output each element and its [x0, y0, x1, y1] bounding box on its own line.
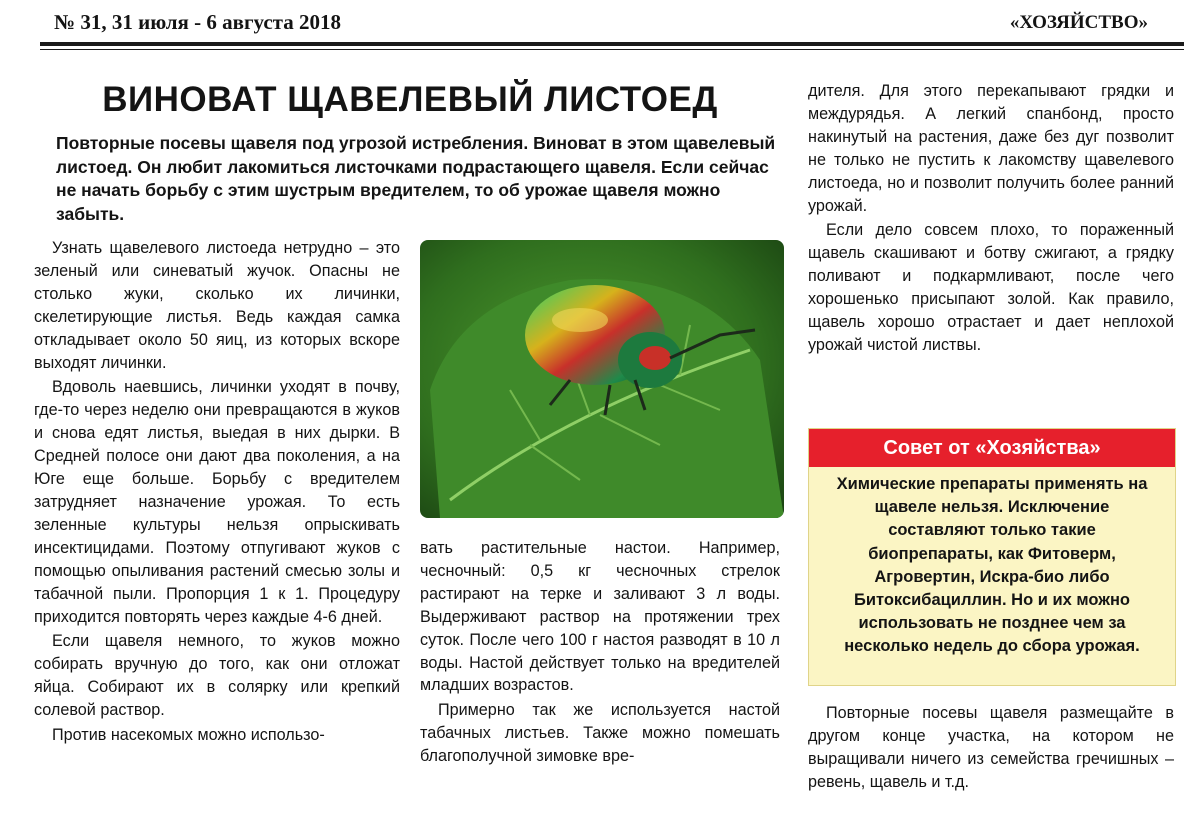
tip-box: [808, 428, 1176, 686]
paragraph: Против насекомых можно использо-: [52, 726, 325, 745]
paragraph: Если дело совсем плохо, то пораженный щавель скашивают и ботву сжигают, а грядку поливают и подкармливают, после чего хорошенько присыпают золой. Как правило, щавель хорошо отрастает и дает неплохой урожай чистой листвы.: [808, 221, 1174, 354]
article-title: ВИНОВАТ ЩАВЕЛЕВЫЙ ЛИСТОЕД: [102, 80, 718, 119]
paragraph: Повторные посевы щавеля размещайте в другом конце участка, на котором не выращивали ничего из семейства гречишных – ревень, щавель и т.д.: [808, 704, 1174, 791]
paragraph: Узнать щавелевого листоеда нетрудно – это зеленый или синеватый жучок. Опасны не столько жуки, сколько их личинки, скелетирующие листья. Ведь каждая самка откладывает около 50 яиц, из которых вскоре выходят личинки.: [34, 239, 400, 372]
masthead: [40, 6, 1184, 46]
paragraph: Примерно так же используется настой табачных листьев. Также можно помешать благополучной зимовке вре-: [420, 701, 780, 766]
paragraph: вать растительные настои. Например, чесночный: 0,5 кг чесночных стрелок растирают на терке и заливают 3 л воды. Выдерживают раствор на протяжении трех суток. После чего 100 г настоя разводят в 10 л воды. Настой действует только на вредителей младших возрастов.: [420, 539, 780, 695]
article-column-2: [420, 537, 780, 770]
article-column-4: [808, 702, 1174, 796]
paragraph: дителя. Для этого перекапывают грядки и междурядья. А легкий спанбонд, просто накинутый на растения, даже без дуг позволит не только не пустить к лакомству щавелевого листоеда, но и позволит получить более ранний урожай.: [808, 82, 1174, 215]
article-column-3: [808, 80, 1174, 359]
tip-body: Химические препараты применять на щавеле нельзя. Исключение составляют только такие биопрепараты, как Фитоверм, Агровертин, Искра-био либо Битоксибациллин. Но и их можно использовать не позднее чем за несколько недель до сбора урожая.: [836, 475, 1148, 656]
issue-date: № 31, 31 июля - 6 августа 2018: [54, 10, 341, 34]
paragraph: Если щавеля немного, то жуков можно собирать вручную до того, как они отложат яйца. Собирают их в солярку или крепкий солевой раствор.: [34, 632, 400, 720]
tip-header: Совет от «Хозяйства»: [809, 429, 1175, 467]
paragraph: Вдоволь наевшись, личинки уходят в почву, где-то через неделю они превращаются в жуков и снова едят листья, выедая в них дырки. В Средней полосе они дают два поколения, а на Юге еще больше. Борьбу с вредителем затрудняет назначение урожая. То есть зеленные культуры нельзя опрыскивать инсектицидами. Поэтому отпугивают жуков с помощью опыливания растений смесью золы и табачной пыли. Пропорция 1 к 1. Процедуру приходится повторять через каждые 4-6 дней.: [34, 378, 400, 626]
article-lead: Повторные посевы щавеля под угрозой истребления. Виноват в этом щавелевый листоед. Он любит лакомиться листочками подрастающего щавеля. Если сейчас не начать борьбу с этим шустрым вредителем, то об урожае щавеля можно забыть.: [56, 133, 776, 224]
article-column-1: [34, 237, 400, 749]
beetle-photo: [420, 240, 784, 518]
newspaper-name: «ХОЗЯЙСТВО»: [1009, 12, 1148, 33]
